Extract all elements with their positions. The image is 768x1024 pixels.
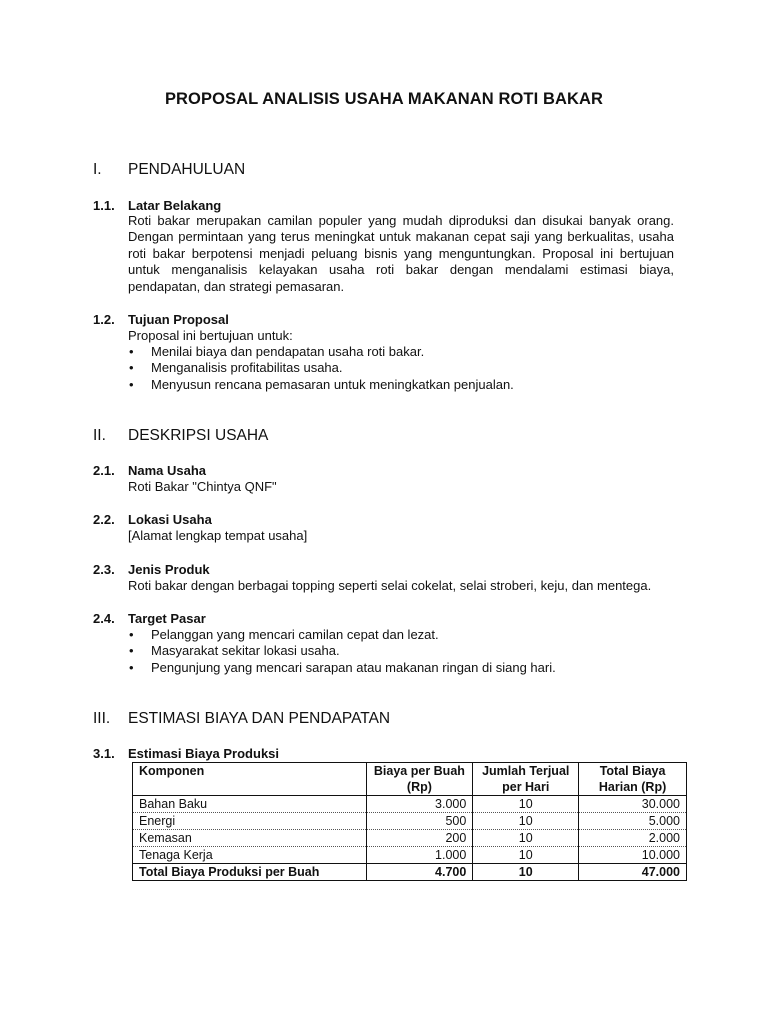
cell-total: 47.000 xyxy=(579,864,687,881)
subsection-title: Nama Usaha xyxy=(128,463,207,478)
section-heading-3 xyxy=(93,710,390,728)
section-number: III. xyxy=(93,710,111,727)
cell-jumlah: 10 xyxy=(473,796,579,813)
cell-total: 30.000 xyxy=(579,796,687,813)
cell-jumlah: 10 xyxy=(473,830,579,847)
subsection-number: 3.1. xyxy=(93,746,115,761)
cell-total: 10.000 xyxy=(579,847,687,864)
cell-komponen: Bahan Baku xyxy=(133,796,367,813)
subsection-number: 2.1. xyxy=(93,463,115,478)
table-total-row xyxy=(133,864,687,881)
cell-komponen: Total Biaya Produksi per Buah xyxy=(133,864,367,881)
document-title: PROPOSAL ANALISIS USAHA MAKANAN ROTI BAKAR xyxy=(164,90,604,108)
cell-komponen: Energi xyxy=(133,813,367,830)
column-header-biaya: Biaya per Buah (Rp) xyxy=(366,763,473,796)
table-row xyxy=(133,847,687,864)
paragraph-nama-usaha: Roti Bakar "Chintya QNF" xyxy=(128,479,277,494)
section-number: II. xyxy=(93,427,106,444)
column-header-total: Total Biaya Harian (Rp) xyxy=(579,763,687,796)
subsection-title: Jenis Produk xyxy=(128,562,210,577)
cell-jumlah: 10 xyxy=(473,864,579,881)
list-item: • Menganalisis profitabilitas usaha. xyxy=(128,360,514,376)
cell-jumlah: 10 xyxy=(473,847,579,864)
cell-biaya: 3.000 xyxy=(366,796,473,813)
cell-total: 2.000 xyxy=(579,830,687,847)
cell-jumlah: 10 xyxy=(473,813,579,830)
list-item: • Pengunjung yang mencari sarapan atau makanan ringan di siang hari. xyxy=(128,660,556,676)
subsection-number: 2.2. xyxy=(93,512,115,527)
section-title: DESKRIPSI USAHA xyxy=(128,427,269,444)
section-heading-2 xyxy=(93,427,268,445)
list-item: • Menyusun rencana pemasaran untuk meningkatkan penjualan. xyxy=(128,377,514,393)
cell-biaya: 1.000 xyxy=(366,847,473,864)
table-header-row xyxy=(133,763,687,796)
subsection-number: 1.1. xyxy=(93,198,115,213)
subsection-title: Tujuan Proposal xyxy=(128,312,229,327)
list-item: • Menilai biaya dan pendapatan usaha roti bakar. xyxy=(128,344,514,360)
cell-biaya: 200 xyxy=(366,830,473,847)
table-row xyxy=(133,796,687,813)
bullet-list-target-pasar xyxy=(128,627,556,676)
cell-total: 5.000 xyxy=(579,813,687,830)
list-item: • Pelanggan yang mencari camilan cepat dan lezat. xyxy=(128,627,556,643)
subsection-number: 2.4. xyxy=(93,611,115,626)
list-item: • Masyarakat sekitar lokasi usaha. xyxy=(128,643,556,659)
subsection-number: 2.3. xyxy=(93,562,115,577)
column-header-komponen: Komponen xyxy=(133,763,367,796)
paragraph-jenis-produk: Roti bakar dengan berbagai topping seperti selai cokelat, selai stroberi, keju, dan mentega. xyxy=(128,578,652,593)
subsection-title: Target Pasar xyxy=(128,611,206,626)
paragraph-lokasi-usaha: [Alamat lengkap tempat usaha] xyxy=(128,528,308,543)
section-heading-1 xyxy=(93,161,245,179)
column-header-jumlah: Jumlah Terjual per Hari xyxy=(473,763,579,796)
paragraph-latar-belakang: Roti bakar merupakan camilan populer yang mudah diproduksi dan disukai banyak orang. Dengan permintaan yang terus meningkat untuk makanan cepat saji yang berkualitas, usaha roti bakar berpotensi menjadi peluang bisnis yang menguntungkan. Proposal ini bertujuan untuk menganalisis kelayakan usaha roti bakar dengan mendalami estimasi biaya, pendapatan, dan strategi pemasaran. xyxy=(128,213,674,294)
paragraph-tujuan-intro: Proposal ini bertujuan untuk: xyxy=(128,328,293,343)
subsection-title: Latar Belakang xyxy=(128,198,222,213)
subsection-title: Lokasi Usaha xyxy=(128,512,212,527)
table-row xyxy=(133,813,687,830)
cell-biaya: 4.700 xyxy=(366,864,473,881)
section-title: ESTIMASI BIAYA DAN PENDAPATAN xyxy=(128,710,391,727)
cell-komponen: Tenaga Kerja xyxy=(133,847,367,864)
cell-biaya: 500 xyxy=(366,813,473,830)
table-row xyxy=(133,830,687,847)
bullet-list-tujuan xyxy=(128,344,514,393)
subsection-number: 1.2. xyxy=(93,312,115,327)
section-title: PENDAHULUAN xyxy=(128,161,246,178)
subsection-title: Estimasi Biaya Produksi xyxy=(128,746,280,761)
section-number: I. xyxy=(93,161,102,178)
cell-komponen: Kemasan xyxy=(133,830,367,847)
cost-table xyxy=(132,762,687,881)
